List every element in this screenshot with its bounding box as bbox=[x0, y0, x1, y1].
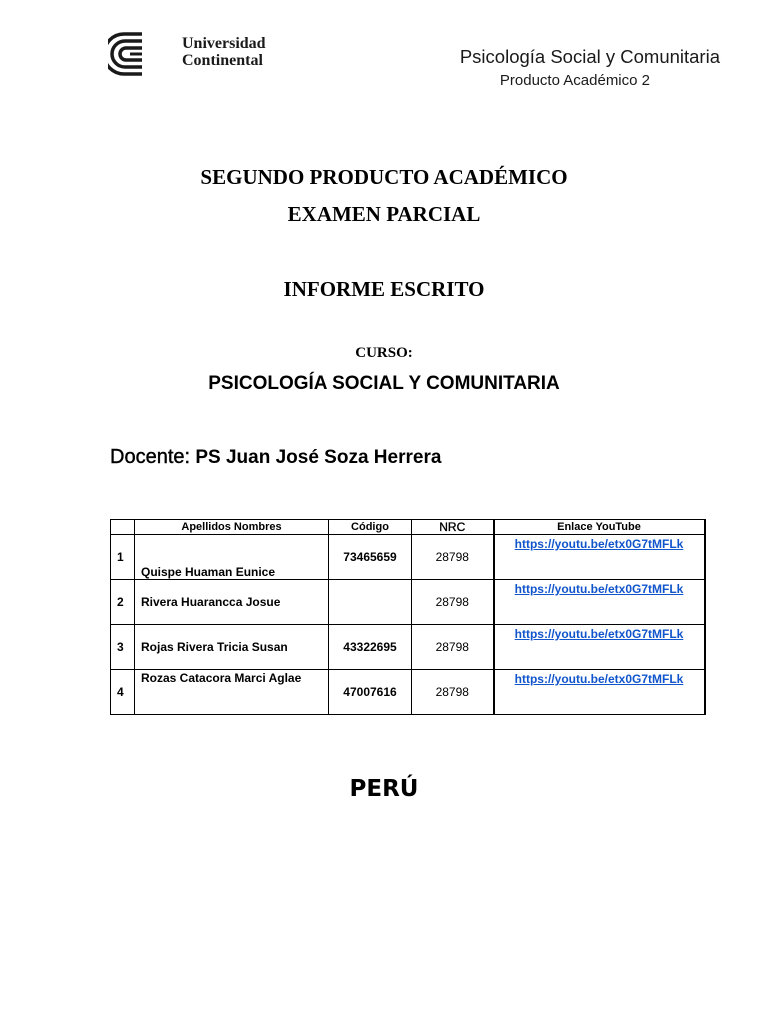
header-name: Apellidos Nombres bbox=[135, 520, 329, 535]
student-name: Rojas Rivera Tricia Susan bbox=[135, 625, 329, 670]
youtube-link[interactable]: https://youtu.be/etx0G7tMFLk bbox=[514, 582, 684, 596]
country-footer: PERÚ bbox=[349, 776, 419, 802]
title-line-3: INFORME ESCRITO bbox=[283, 277, 485, 301]
table-row bbox=[111, 625, 705, 670]
student-name: Quispe Huaman Eunice bbox=[135, 535, 329, 580]
logo-line-2: Continental bbox=[182, 52, 263, 69]
logo-line-1: Universidad bbox=[182, 35, 266, 52]
table-header-row bbox=[111, 520, 705, 535]
university-logo bbox=[108, 30, 283, 78]
student-nrc: 28798 bbox=[412, 535, 494, 580]
table-row bbox=[111, 580, 705, 625]
youtube-link-cell bbox=[494, 625, 705, 670]
header-link: Enlace YouTube bbox=[494, 520, 705, 535]
student-nrc: 28798 bbox=[412, 670, 494, 715]
university-logo-icon bbox=[108, 30, 172, 78]
youtube-link-cell bbox=[494, 580, 705, 625]
youtube-link[interactable]: https://youtu.be/etx0G7tMFLk bbox=[514, 537, 684, 551]
document-header bbox=[460, 46, 720, 90]
row-number: 3 bbox=[111, 625, 135, 670]
student-code: 43322695 bbox=[329, 625, 412, 670]
header-code: Código bbox=[329, 520, 412, 535]
student-name: Rivera Huarancca Josue bbox=[135, 580, 329, 625]
student-code: 47007616 bbox=[329, 670, 412, 715]
student-nrc: 28798 bbox=[412, 625, 494, 670]
table-row bbox=[111, 535, 705, 580]
title-line-2: EXAMEN PARCIAL bbox=[287, 202, 481, 226]
row-number: 2 bbox=[111, 580, 135, 625]
row-number: 4 bbox=[111, 670, 135, 715]
header-course-title: Psicología Social y Comunitaria bbox=[459, 46, 720, 67]
docente-label: Docente: bbox=[110, 446, 191, 468]
youtube-link[interactable]: https://youtu.be/etx0G7tMFLk bbox=[514, 672, 684, 686]
title-line-1: SEGUNDO PRODUCTO ACADÉMICO bbox=[200, 165, 568, 189]
row-number: 1 bbox=[111, 535, 135, 580]
student-nrc: 28798 bbox=[412, 580, 494, 625]
header-product: Producto Académico 2 bbox=[499, 72, 650, 89]
students-table bbox=[110, 519, 706, 715]
youtube-link-cell bbox=[494, 670, 705, 715]
youtube-link-cell bbox=[494, 535, 705, 580]
docente-line bbox=[110, 446, 441, 469]
curso-label: CURSO: bbox=[355, 345, 413, 361]
youtube-link[interactable]: https://youtu.be/etx0G7tMFLk bbox=[514, 627, 684, 641]
student-code: 73465659 bbox=[329, 535, 412, 580]
student-name: Rozas Catacora Marci Aglae bbox=[135, 670, 329, 715]
curso-name: PSICOLOGÍA SOCIAL Y COMUNITARIA bbox=[208, 373, 560, 394]
docente-name: PS Juan José Soza Herrera bbox=[195, 447, 442, 468]
header-num bbox=[111, 520, 135, 535]
table-row bbox=[111, 670, 705, 715]
header-nrc: NRC bbox=[412, 520, 494, 535]
student-code bbox=[329, 580, 412, 625]
